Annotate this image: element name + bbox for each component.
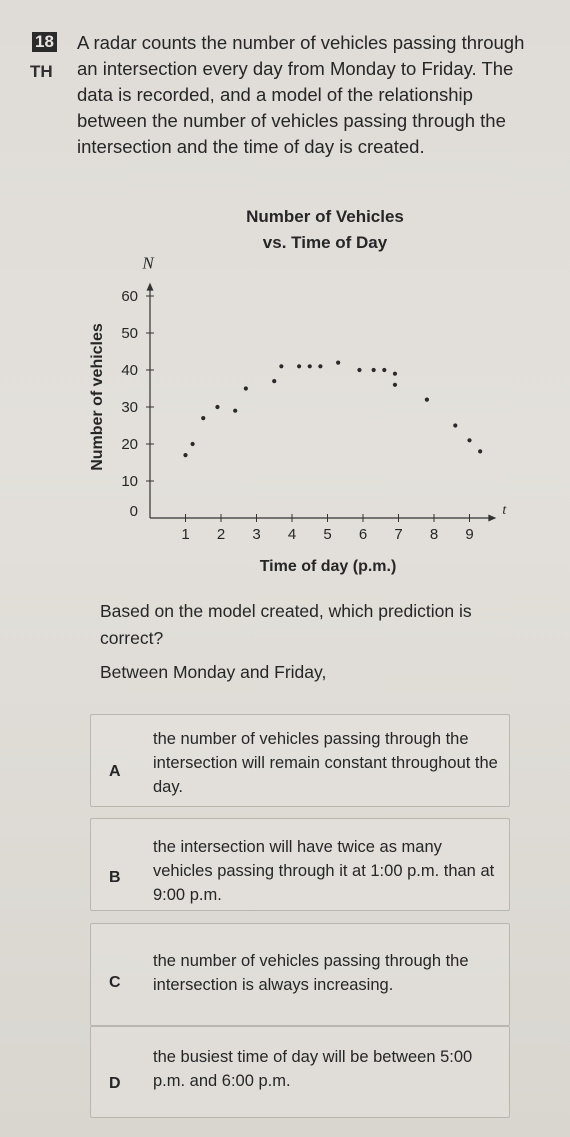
x-tick-label: 9 [465,526,474,543]
y-tick-label: 20 [121,436,138,453]
x-tick-label: 3 [252,526,261,543]
data-point [393,372,397,376]
data-point [453,423,457,427]
x-axis-label: Time of day (p.m.) [259,558,397,575]
x-axis-symbol: t [502,503,507,518]
data-point [357,368,361,372]
data-point [201,416,205,420]
option-d-text: the busiest time of day will be between 5:00 p.m. and 6:00 p.m. [153,1048,473,1090]
option-b-text: the intersection will have twice as many vehicles passing through it at 1:00 p.m. than at 9:00 p.m. [153,838,495,904]
option-d-letter: D [109,1075,121,1092]
option-b[interactable] [90,818,510,911]
data-point [372,368,376,372]
y-tick-label: 30 [121,399,138,416]
data-point [279,364,283,368]
data-point [233,409,237,413]
y-axis-symbol: N [142,253,154,273]
y-axis-arrow [147,283,154,291]
question-prompt: Based on the model created, which prediction is correct? [100,601,472,648]
data-point [467,438,471,442]
option-a-text: the number of vehicles passing through the intersection will remain constant throughout the day. [153,730,498,796]
option-a-letter: A [109,763,121,780]
data-point [244,386,248,390]
x-tick-label: 2 [216,526,226,543]
question-lead: Between Monday and Friday, [100,662,327,682]
option-c-letter: C [109,974,121,991]
chart-title: Number of Vehicles [246,207,404,226]
scatter-chart [80,195,520,585]
data-point [308,364,312,368]
question-tag: TH [30,62,53,81]
chart-subtitle: vs. Time of Day [262,233,388,252]
data-point [318,364,322,368]
option-a[interactable] [90,714,510,807]
y-tick-label: 0 [129,503,138,520]
x-axis-arrow [488,515,496,522]
data-point [272,379,276,383]
data-point [191,442,195,446]
data-point [183,453,187,457]
data-point [382,368,386,372]
y-tick-label: 50 [121,325,138,342]
data-point [425,398,429,402]
y-tick-label: 10 [121,473,138,490]
option-b-letter: B [109,869,121,886]
data-point [297,364,301,368]
question-number: 18 [32,32,57,52]
data-point [215,405,219,409]
data-point [393,383,397,387]
data-point [478,449,482,453]
y-tick-label: 40 [121,362,138,379]
x-tick-label: 8 [429,526,439,543]
question-stem: A radar counts the number of vehicles passing through an intersection every day from Monday to Friday. The data is recorded, and a model of the relationship between the number of vehicles passing through the intersection and the time of day is created. [77,32,525,157]
option-d[interactable] [90,1026,510,1118]
x-tick-label: 5 [323,526,332,543]
data-point [336,361,340,365]
y-axis-label: Number of vehicles [89,323,106,471]
x-tick-label: 7 [394,526,403,543]
option-c-text: the number of vehicles passing through the intersection is always increasing. [153,952,469,994]
x-tick-label: 4 [287,526,297,543]
x-tick-label: 1 [181,526,190,543]
option-c[interactable] [90,923,510,1026]
x-tick-label: 6 [358,526,368,543]
y-tick-label: 60 [121,288,138,305]
